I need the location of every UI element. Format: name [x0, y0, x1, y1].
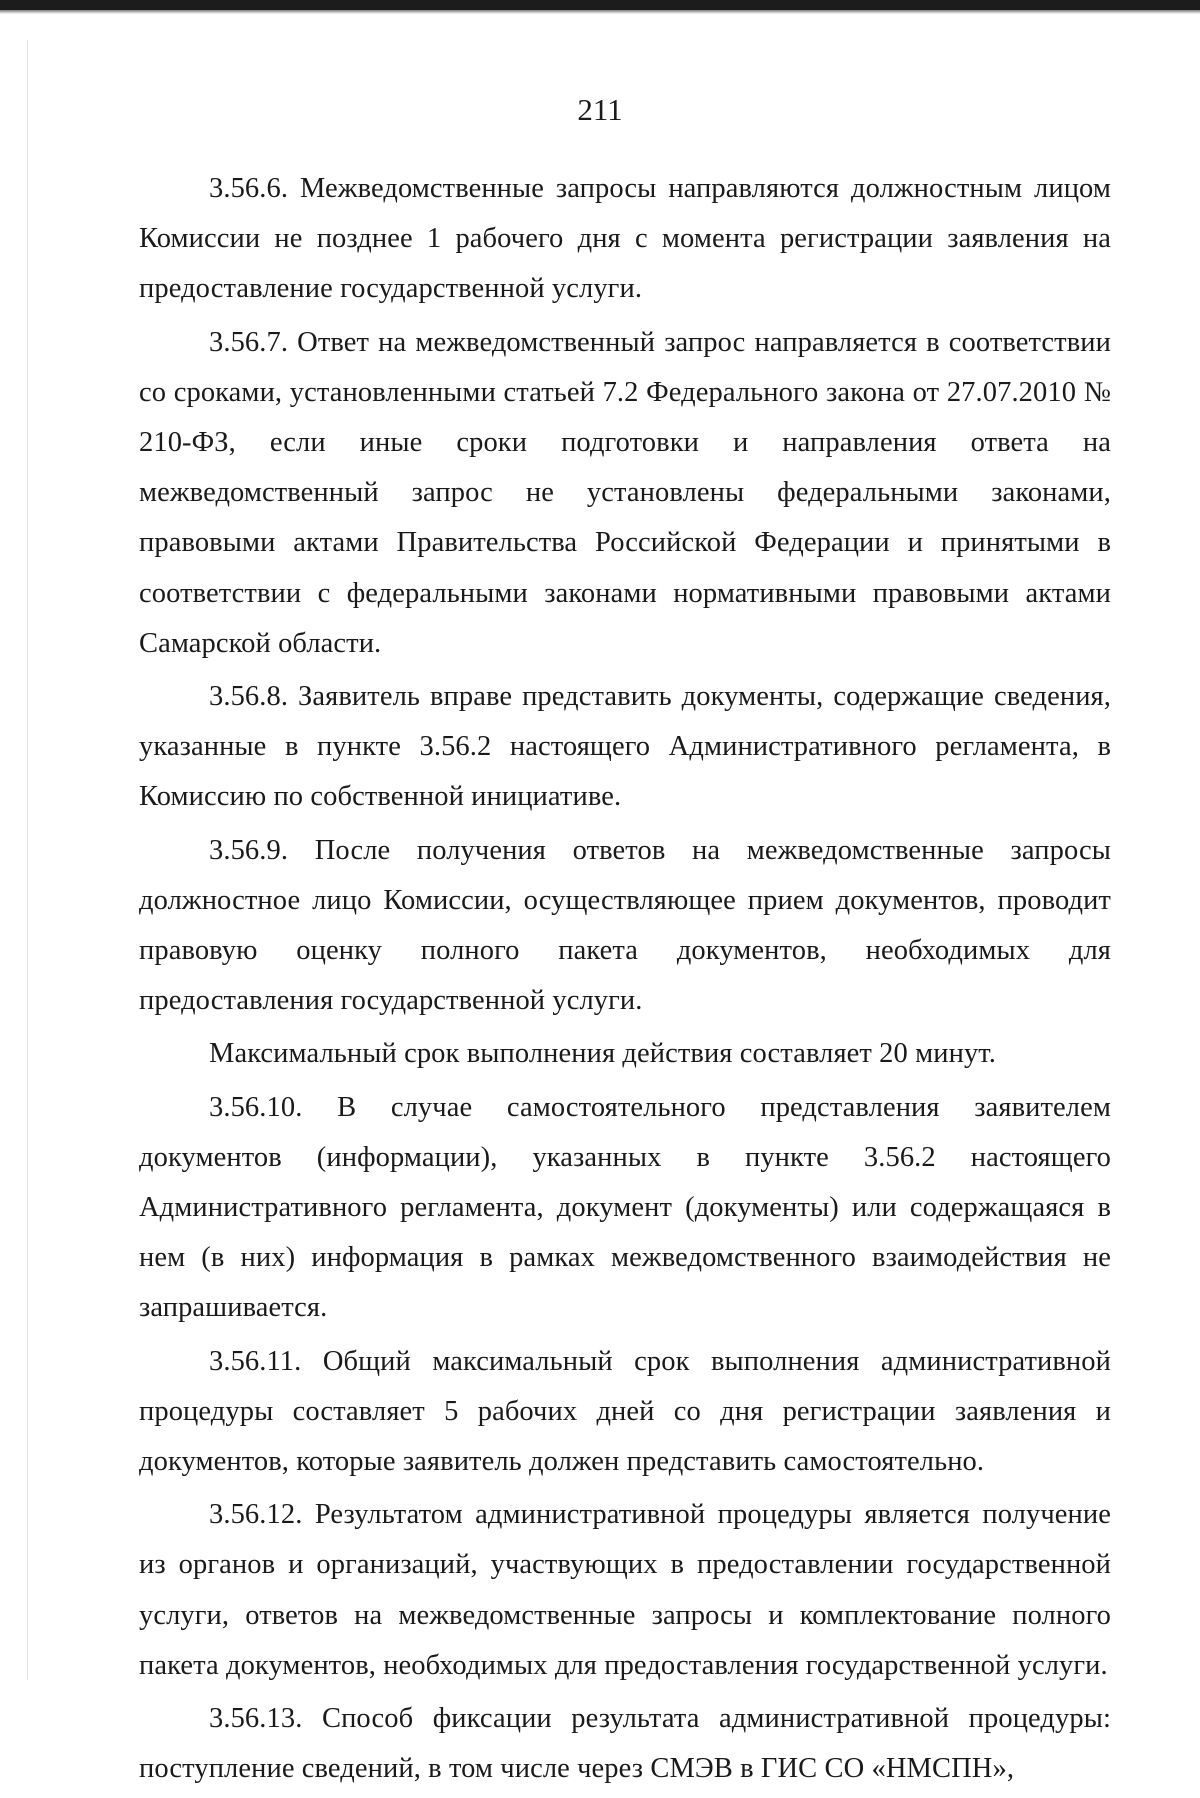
- paragraph-3-56-12: 3.56.12. Результатом административной процедуры является получение из органов и организаций, участвующих в предоставлении государственной услуги, ответов на межведомственные запросы и комплектование полного пакета документов, необходимых для предоставления государственной услуги.: [139, 1499, 1111, 1681]
- paragraph-3-56-9: 3.56.9. После получения ответов на межведомственные запросы должностное лицо Комиссии, осуществляющее прием документов, проводит правовую оценку полного пакета документов, необходимых для предоставления государственной услуги.: [139, 834, 1111, 1017]
- paragraph-3-56-6: 3.56.6. Межведомственные запросы направляются должностным лицом Комиссии не позднее 1 рабочего дня с момента регистрации заявления на предоставление государственной услуги.: [139, 173, 1111, 305]
- document-body: [139, 164, 1111, 1798]
- paragraph-3-56-11: 3.56.11. Общий максимальный срок выполнения административной процедуры составляет 5 рабочих дней со дня регистрации заявления и документов, которые заявитель должен представить самостоятельно.: [139, 1345, 1111, 1478]
- paragraph-3-56-10: 3.56.10. В случае самостоятельного представления заявителем документов (информации), указанных в пункте 3.56.2 настоящего Административного регламента, документ (документы) или содержащаяся в нем (в них) информация в рамках межведомственного взаимодействия не запрашивается.: [139, 1091, 1111, 1324]
- scan-top-edge: [0, 0, 1200, 10]
- scan-top-shadow: [0, 10, 1200, 14]
- paragraph-3-56-7: 3.56.7. Ответ на межведомственный запрос направляется в соответствии со сроками, установленными статьей 7.2 Федерального закона от 27.07.2010 № 210-ФЗ, если иные сроки подготовки и направления ответа на межведомственный запрос не установлены федеральными законами, правовыми актами Правительства Российской Федерации и принятыми в соответствии с федеральными законами нормативными правовыми актами Самарской области.: [139, 326, 1111, 659]
- paragraph-3-56-8: 3.56.8. Заявитель вправе представить документы, содержащие сведения, указанные в пункте 3.56.2 настоящего Административного регламента, в Комиссию по собственной инициативе.: [139, 681, 1111, 813]
- paragraph-max-duration: Максимальный срок выполнения действия составляет 20 минут.: [209, 1038, 996, 1070]
- page-number: 211: [577, 92, 623, 127]
- paragraph-3-56-13: 3.56.13. Способ фиксации результата административной процедуры: поступление сведений, в том числе через СМЭВ в ГИС СО «НМСПН»,: [139, 1703, 1111, 1785]
- scan-margin-line: [27, 40, 28, 1680]
